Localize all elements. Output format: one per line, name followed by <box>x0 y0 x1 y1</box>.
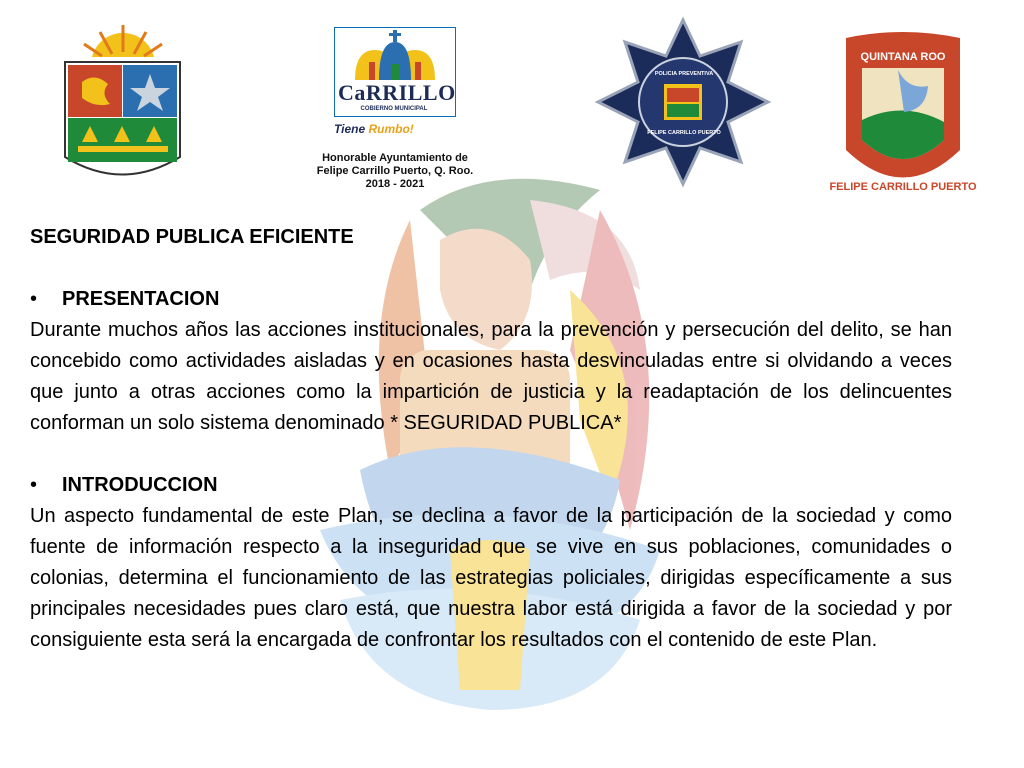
quintana-roo-shield-logo <box>60 22 185 184</box>
bullet-glyph: • <box>30 288 38 310</box>
section-paragraph-presentacion: Durante muchos años las acciones institucionales, para la prevención y persecución del delito, se han concebido como actividades aisladas y en ocasiones hasta desvinculadas entre si olvidando a veces que junto a otras acciones como la impartición de justicia y la readaptación de los delincuentes conforman un solo sistema denominado * SEGURIDAD PUBLICA* <box>30 319 952 434</box>
carrillo-logo-subtitle: COBIERNO MUNICIPAL <box>360 106 428 112</box>
shield-bottom-text: FELIPE CARRILLO PUERTO <box>829 181 977 193</box>
municipio-shield-logo <box>829 30 977 198</box>
slogan-rumbo: Rumbo! <box>368 122 414 136</box>
police-star-icon <box>596 18 771 186</box>
council-line-2: Felipe Carrillo Puerto, Q. Roo. <box>316 165 474 177</box>
spacer <box>30 439 952 470</box>
council-caption <box>310 152 480 191</box>
slogan-tiene: Tiene <box>334 122 366 136</box>
section-paragraph-introduccion: Un aspecto fundamental de este Plan, se declina a favor de la participación de la sociedad y como fuente de información respecto a la inseguridad que se vive en sus poblaciones, comunidades o colonias, determina el funcionamiento de las estrategias policiales, dirigidas específicamente a sus principales necesidades pues claro está, que nuestra labor está dirigida a favor de la sociedad y por consiguiente esta será la encargada de confrontar los resultados con el contenido de este Plan. <box>30 505 952 651</box>
spacer <box>30 253 952 284</box>
police-badge-logo <box>596 18 771 186</box>
council-years: 2018 - 2021 <box>365 178 425 190</box>
document-body <box>30 222 952 656</box>
document-title: SEGURIDAD PUBLICA EFICIENTE <box>30 226 354 248</box>
police-badge-top-label: POLICIA PREVENTIVA <box>654 71 714 77</box>
church-icon <box>335 28 455 84</box>
section-heading-text: PRESENTACION <box>62 288 220 310</box>
shield-top-text: QUINTANA ROO <box>860 51 946 63</box>
section-heading-introduccion <box>30 470 952 501</box>
police-badge-bottom-label: FELIPE CARRILLO PUERTO <box>647 130 721 136</box>
section-heading-presentacion <box>30 284 952 315</box>
section-heading-text: INTRODUCCION <box>62 474 218 496</box>
bullet-glyph: • <box>30 474 38 496</box>
carrillo-logo-name: CaRRILLO <box>338 80 456 105</box>
slogan <box>334 122 474 136</box>
council-line-1: Honorable Ayuntamiento de <box>322 152 468 164</box>
carrillo-municipal-logo <box>310 24 480 199</box>
